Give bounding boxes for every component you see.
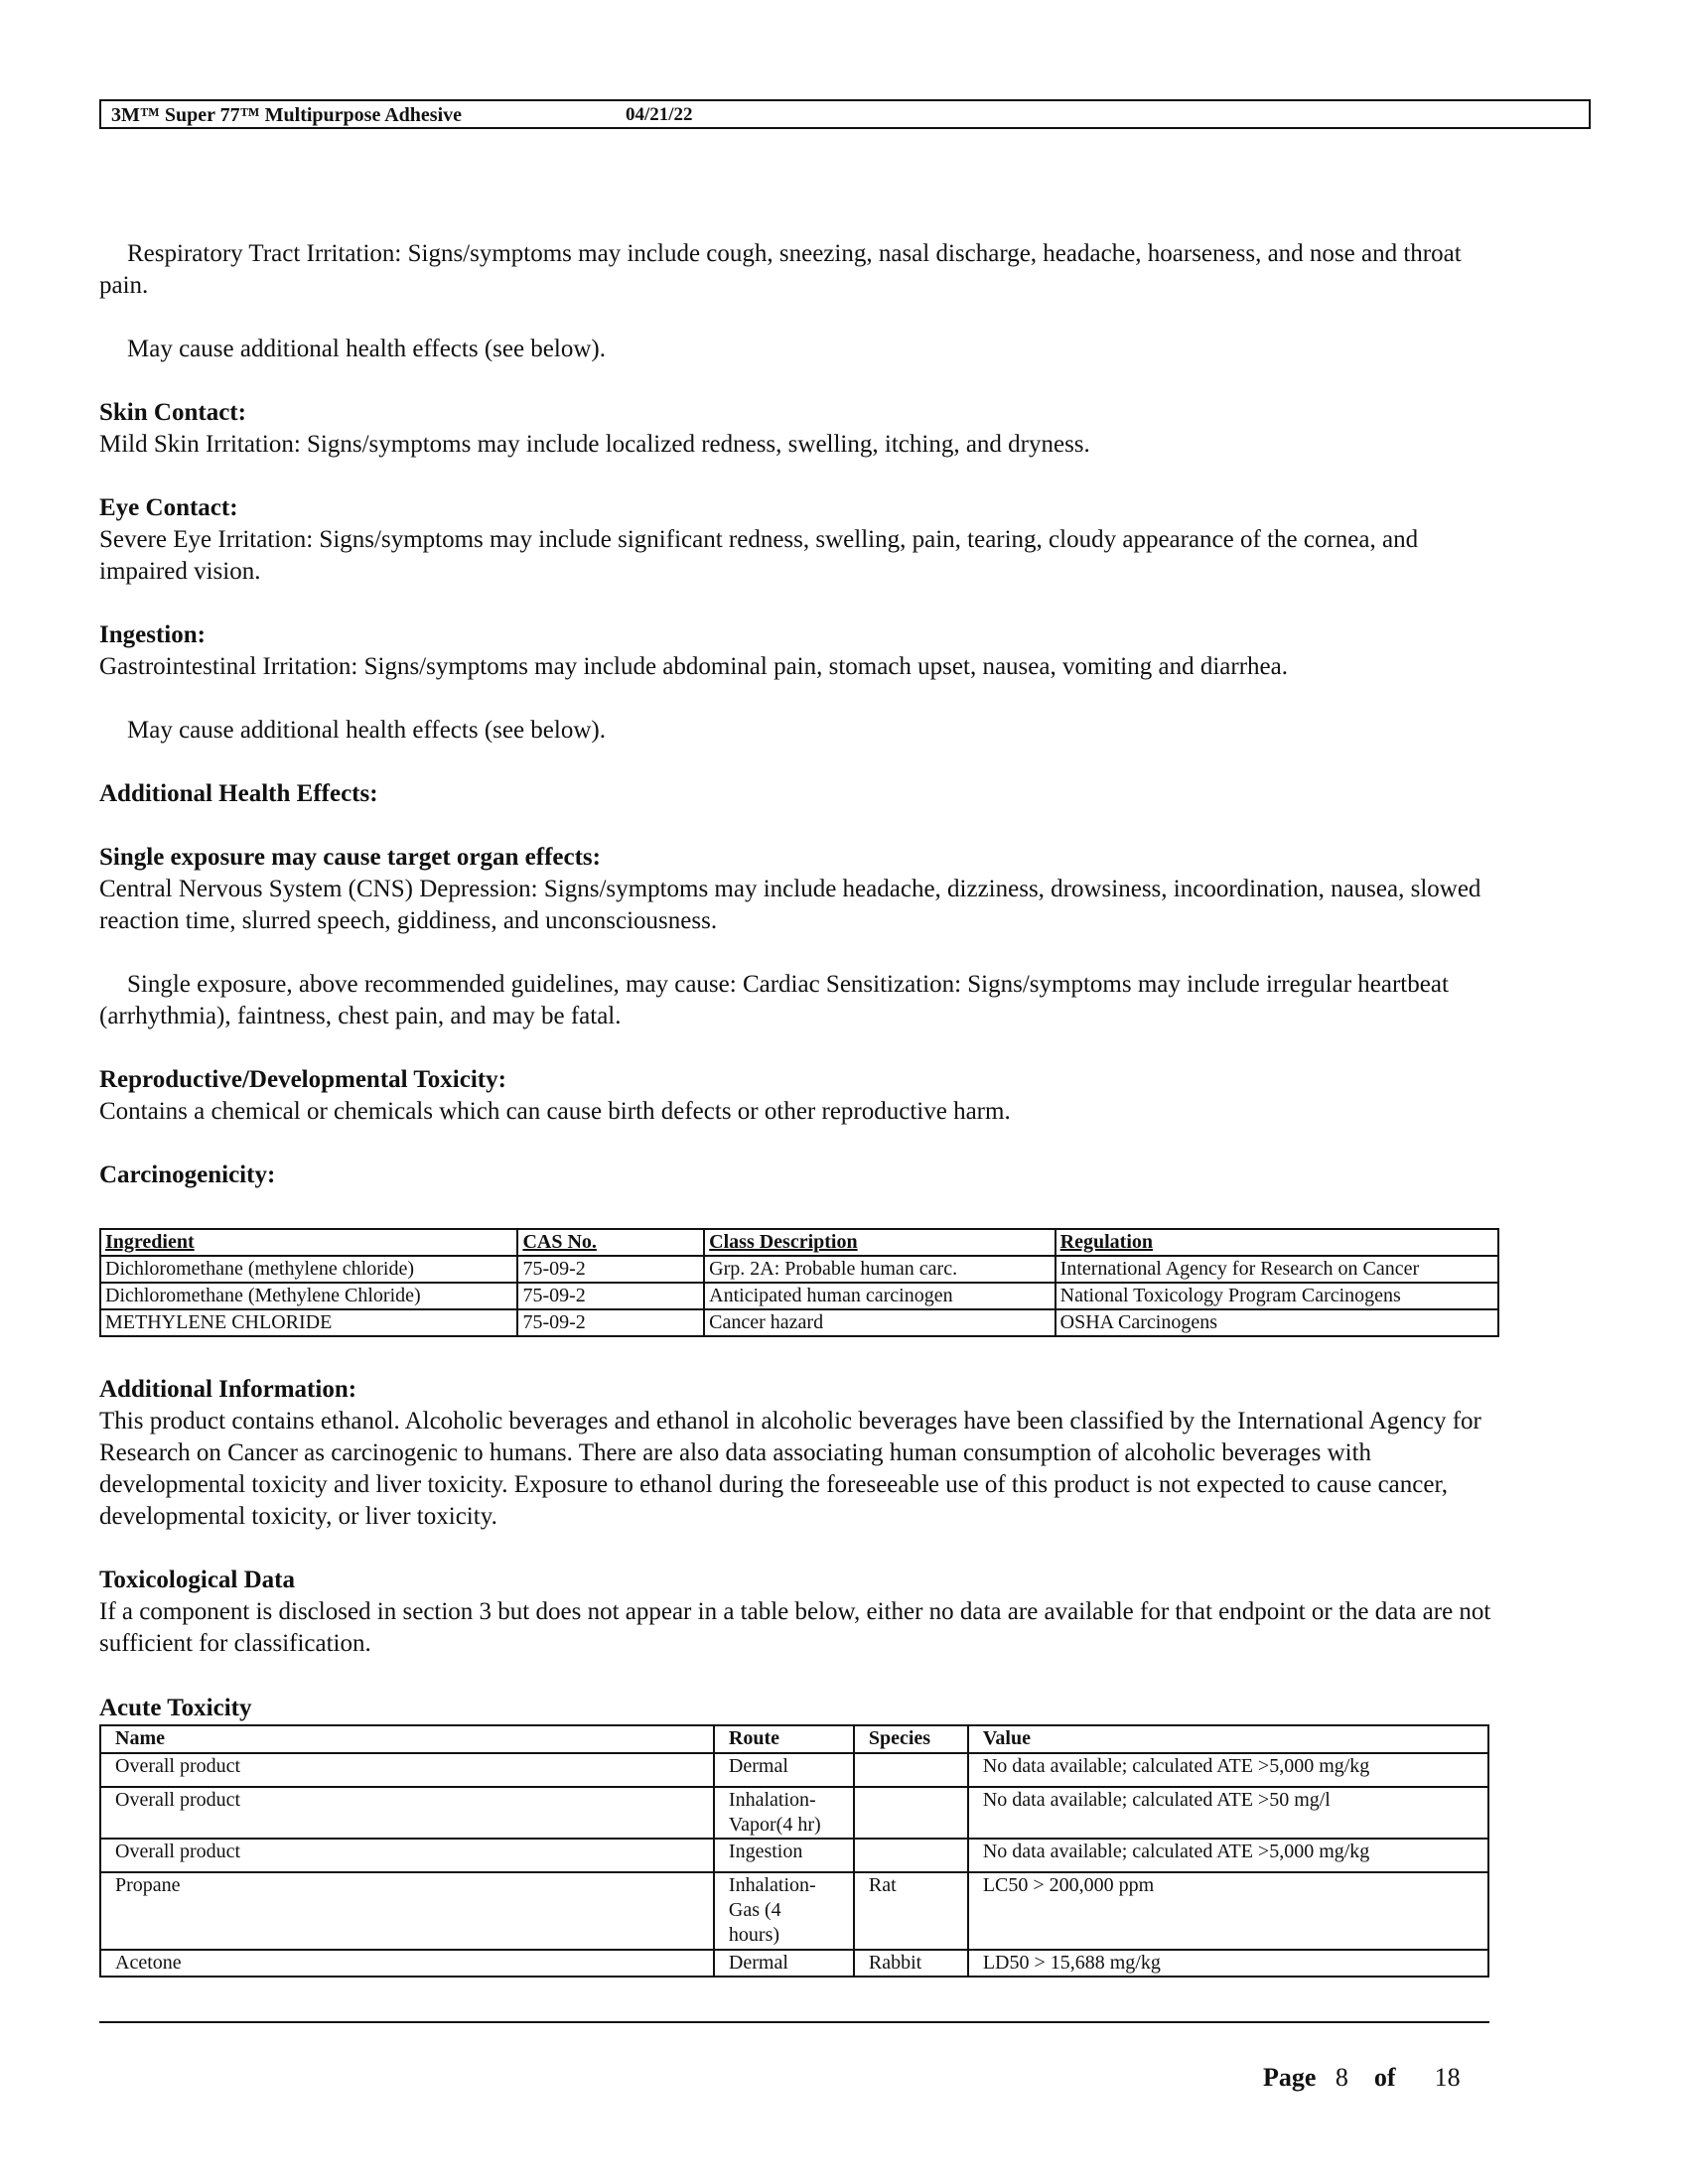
table-cell: Inhalation- Gas (4 hours) [714, 1872, 854, 1950]
toxicological-data-heading: Toxicological Data [99, 1567, 295, 1593]
additional-effects-note-2: May cause additional health effects (see below). [127, 717, 606, 744]
reproductive-toxicity-heading: Reproductive/Developmental Toxicity: [99, 1066, 506, 1093]
table-cell: No data available; calculated ATE >5,000 mg/kg [968, 1753, 1488, 1787]
eye-contact-text: Severe Eye Irritation: Signs/symptoms may include significant redness, swelling, pain, tearing, cloudy appearance of the cornea, and impaired vision. [99, 526, 1419, 585]
acute-toxicity-table [99, 1724, 1489, 1978]
table-cell: Grp. 2A: Probable human carc. [704, 1256, 1055, 1283]
table-row [100, 1753, 1488, 1787]
eye-contact-heading: Eye Contact: [99, 494, 238, 521]
table-cell: Dermal [714, 1753, 854, 1787]
table-row [100, 1309, 1498, 1336]
column-header: Ingredient [100, 1229, 517, 1256]
table-cell: International Agency for Research on Cancer [1055, 1256, 1498, 1283]
page-number-footer [1263, 2063, 1461, 2093]
column-header: Name [100, 1725, 714, 1753]
respiratory-paragraph: Respiratory Tract Irritation: Signs/symptoms may include cough, sneezing, nasal discharge, headache, hoarseness, and nose and throat pain. [99, 240, 1462, 299]
column-header: Regulation [1055, 1229, 1498, 1256]
table-row [100, 1256, 1498, 1283]
ingestion-text: Gastrointestinal Irritation: Signs/symptoms may include abdominal pain, stomach upset, nausea, vomiting and diarrhea. [99, 653, 1288, 680]
column-header: Value [968, 1725, 1488, 1753]
table-cell: No data available; calculated ATE >50 mg/l [968, 1787, 1488, 1839]
table-cell: Dichloromethane (methylene chloride) [100, 1256, 517, 1283]
acute-toxicity-title: Acute Toxicity [99, 1695, 252, 1721]
table-cell: Ingestion [714, 1839, 854, 1872]
table-cell: LD50 > 15,688 mg/kg [968, 1950, 1488, 1977]
ingestion-heading: Ingestion: [99, 621, 206, 648]
of-label: of [1373, 2063, 1396, 2092]
table-cell: METHYLENE CHLORIDE [100, 1309, 517, 1336]
table-cell: OSHA Carcinogens [1055, 1309, 1498, 1336]
product-name: 3M™ Super 77™ Multipurpose Adhesive [111, 104, 462, 126]
skin-contact-text: Mild Skin Irritation: Signs/symptoms may include localized redness, swelling, itching, and dryness. [99, 431, 1090, 458]
table-cell: LC50 > 200,000 ppm [968, 1872, 1488, 1950]
cardiac-sensitization-text: Single exposure, above recommended guidelines, may cause: Cardiac Sensitization: Signs/symptoms may include irregular heartbeat (arrhythmia), faintness, chest pain, and may be fatal. [99, 971, 1449, 1029]
additional-information-text: This product contains ethanol. Alcoholic beverages and ethanol in alcoholic beverages have been classified by the International Agency for Research on Cancer as carcinogenic to humans. There are also data associating human consumption of alcoholic beverages with developmental toxicity and liver toxicity. Exposure to ethanol during the foreseeable use of this product is not expected to cause cancer, developmental toxicity, or liver toxicity. [99, 1408, 1481, 1530]
toxicological-data-text: If a component is disclosed in section 3 but does not appear in a table below, either no data are available for that endpoint or the data are not sufficient for classification. [99, 1598, 1491, 1657]
table-row [100, 1787, 1488, 1839]
table-cell: Dichloromethane (Methylene Chloride) [100, 1283, 517, 1309]
revision-date: 04/21/22 [626, 104, 693, 125]
table-cell: Rat [854, 1872, 968, 1950]
carcinogenicity-table [99, 1228, 1499, 1337]
table-cell: 75-09-2 [517, 1283, 704, 1309]
table-cell: Overall product [100, 1753, 714, 1787]
table-cell: Overall product [100, 1839, 714, 1872]
table-cell: Inhalation- Vapor(4 hr) [714, 1787, 854, 1839]
document-header [99, 99, 1591, 129]
table-cell: National Toxicology Program Carcinogens [1055, 1283, 1498, 1309]
table-cell: 75-09-2 [517, 1256, 704, 1283]
additional-effects-note-1: May cause additional health effects (see below). [127, 336, 606, 362]
table-cell: Cancer hazard [704, 1309, 1055, 1336]
additional-health-effects-heading: Additional Health Effects: [99, 780, 378, 807]
table-row [100, 1872, 1488, 1950]
table-cell: Dermal [714, 1950, 854, 1977]
table-row [100, 1950, 1488, 1977]
table-cell: Acetone [100, 1950, 714, 1977]
table-cell [854, 1787, 968, 1839]
carcinogenicity-heading: Carcinogenicity: [99, 1161, 276, 1188]
table-header-row [100, 1229, 1498, 1256]
table-header-row [100, 1725, 1488, 1753]
table-cell: Anticipated human carcinogen [704, 1283, 1055, 1309]
skin-contact-heading: Skin Contact: [99, 399, 246, 426]
table-cell: 75-09-2 [517, 1309, 704, 1336]
single-exposure-heading: Single exposure may cause target organ effects: [99, 844, 601, 871]
table-cell: Overall product [100, 1787, 714, 1839]
additional-information-heading: Additional Information: [99, 1376, 357, 1403]
column-header: Species [854, 1725, 968, 1753]
total-pages: 18 [1434, 2063, 1461, 2092]
reproductive-toxicity-text: Contains a chemical or chemicals which can cause birth defects or other reproductive harm. [99, 1098, 1011, 1125]
table-cell [854, 1839, 968, 1872]
table-cell: No data available; calculated ATE >5,000 mg/kg [968, 1839, 1488, 1872]
table-row [100, 1283, 1498, 1309]
column-header: Route [714, 1725, 854, 1753]
table-cell: Propane [100, 1872, 714, 1950]
table-cell: Rabbit [854, 1950, 968, 1977]
column-header: Class Description [704, 1229, 1055, 1256]
footer-divider [99, 2021, 1489, 2023]
table-row [100, 1839, 1488, 1872]
cns-depression-text: Central Nervous System (CNS) Depression: Signs/symptoms may include headache, dizziness, drowsiness, incoordination, nausea, slowed reaction time, slurred speech, giddiness, and unconsciousness. [99, 876, 1481, 934]
column-header: CAS No. [517, 1229, 704, 1256]
current-page-number: 8 [1335, 2063, 1348, 2092]
table-cell [854, 1753, 968, 1787]
page-label: Page [1263, 2063, 1317, 2092]
